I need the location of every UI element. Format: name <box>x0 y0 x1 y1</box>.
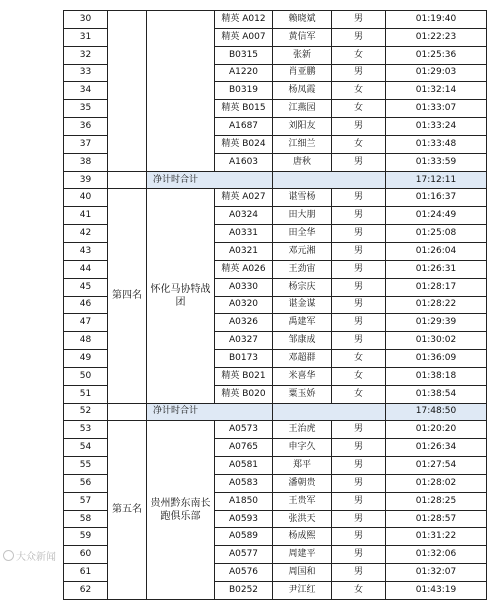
finish-time: 01:32:06 <box>386 546 487 564</box>
finish-time: 01:27:54 <box>386 457 487 475</box>
runner-name: 张新 <box>273 46 332 64</box>
bib-number: A0573 <box>215 421 273 439</box>
subtotal-row <box>64 403 487 421</box>
runner-name: 申字久 <box>273 439 332 457</box>
runner-name: 杨宗庆 <box>273 278 332 296</box>
finish-time: 01:32:14 <box>386 82 487 100</box>
runner-gender: 男 <box>332 11 386 29</box>
finish-time: 01:28:02 <box>386 474 487 492</box>
runner-name: 江燕园 <box>273 100 332 118</box>
row-number: 57 <box>64 492 108 510</box>
row-number: 39 <box>64 171 108 189</box>
bib-number: 精英 A012 <box>215 11 273 29</box>
runner-name: 张洪天 <box>273 510 332 528</box>
runner-gender: 男 <box>332 314 386 332</box>
runner-gender: 男 <box>332 492 386 510</box>
row-number: 30 <box>64 11 108 29</box>
runner-gender: 男 <box>332 510 386 528</box>
finish-time: 01:26:31 <box>386 260 487 278</box>
empty-cell <box>108 171 147 189</box>
runner-name: 赖晓斌 <box>273 11 332 29</box>
bib-number: B0319 <box>215 82 273 100</box>
runner-gender: 女 <box>332 385 386 403</box>
finish-time: 01:28:17 <box>386 278 487 296</box>
team-name: 贵州黔东南长跑俱乐部 <box>150 497 211 523</box>
row-number: 38 <box>64 153 108 171</box>
watermark-logo-icon <box>3 550 14 561</box>
team-name: 怀化马协特战团 <box>150 283 211 308</box>
subtotal-row <box>64 171 487 189</box>
bib-number: A1687 <box>215 118 273 136</box>
subtotal-time: 17:48:50 <box>386 403 487 421</box>
row-number: 36 <box>64 118 108 136</box>
runner-name: 田大朋 <box>273 207 332 225</box>
runner-name: 肖亚鹏 <box>273 64 332 82</box>
row-number: 31 <box>64 28 108 46</box>
bib-number: B0315 <box>215 46 273 64</box>
bib-number: 精英 A026 <box>215 260 273 278</box>
row-number: 41 <box>64 207 108 225</box>
runner-gender: 男 <box>332 189 386 207</box>
bib-number: A1220 <box>215 64 273 82</box>
runner-name: 周建平 <box>273 546 332 564</box>
row-number: 51 <box>64 385 108 403</box>
finish-time: 01:16:37 <box>386 189 487 207</box>
row-number: 53 <box>64 421 108 439</box>
runner-name: 粟玉娇 <box>273 385 332 403</box>
bib-number: A0330 <box>215 278 273 296</box>
bib-number: 精英 B015 <box>215 100 273 118</box>
bib-number: A0593 <box>215 510 273 528</box>
row-number: 42 <box>64 225 108 243</box>
runner-gender: 女 <box>332 350 386 368</box>
row-number: 56 <box>64 474 108 492</box>
runner-gender: 男 <box>332 546 386 564</box>
results-table <box>63 10 487 600</box>
row-number: 40 <box>64 189 108 207</box>
row-number: 50 <box>64 367 108 385</box>
runner-gender: 男 <box>332 225 386 243</box>
runner-name: 杨成熙 <box>273 528 332 546</box>
finish-time: 01:29:03 <box>386 64 487 82</box>
bib-number: A0583 <box>215 474 273 492</box>
runner-gender: 男 <box>332 118 386 136</box>
subtotal-label: 净计时合计 <box>147 171 273 189</box>
team-rank: 第五名 <box>112 504 142 516</box>
team-rank: 第四名 <box>112 290 142 301</box>
row-number: 45 <box>64 278 108 296</box>
finish-time: 01:30:02 <box>386 332 487 350</box>
bib-number: A0576 <box>215 564 273 582</box>
finish-time: 01:19:40 <box>386 11 487 29</box>
row-number: 52 <box>64 403 108 421</box>
bib-number: A0581 <box>215 457 273 475</box>
bib-number: 精英 B024 <box>215 135 273 153</box>
finish-time: 01:36:09 <box>386 350 487 368</box>
runner-name: 周国和 <box>273 564 332 582</box>
finish-time: 01:26:34 <box>386 439 487 457</box>
table-row <box>64 189 487 207</box>
bib-number: A0324 <box>215 207 273 225</box>
finish-time: 01:22:23 <box>386 28 487 46</box>
finish-time: 01:32:07 <box>386 564 487 582</box>
row-number: 47 <box>64 314 108 332</box>
team-rank-cell <box>108 11 147 172</box>
team-name-cell <box>147 189 215 403</box>
row-number: 55 <box>64 457 108 475</box>
finish-time: 01:43:19 <box>386 582 487 600</box>
runner-gender: 男 <box>332 457 386 475</box>
finish-time: 01:33:24 <box>386 118 487 136</box>
row-number: 46 <box>64 296 108 314</box>
bib-number: A1850 <box>215 492 273 510</box>
row-number: 32 <box>64 46 108 64</box>
bib-number: A0326 <box>215 314 273 332</box>
finish-time: 01:28:25 <box>386 492 487 510</box>
runner-gender: 男 <box>332 332 386 350</box>
runner-name: 黄信军 <box>273 28 332 46</box>
subtotal-spacer <box>273 171 386 189</box>
runner-name: 禹建军 <box>273 314 332 332</box>
runner-gender: 男 <box>332 242 386 260</box>
runner-name: 谌金谋 <box>273 296 332 314</box>
runner-name: 江细兰 <box>273 135 332 153</box>
row-number: 58 <box>64 510 108 528</box>
runner-gender: 女 <box>332 135 386 153</box>
finish-time: 01:20:20 <box>386 421 487 439</box>
bib-number: A0589 <box>215 528 273 546</box>
subtotal-time: 17:12:11 <box>386 171 487 189</box>
bib-number: 精英 A027 <box>215 189 273 207</box>
runner-name: 杨凤霞 <box>273 82 332 100</box>
watermark-text: 大众新闻 <box>16 552 56 563</box>
runner-name: 郑平 <box>273 457 332 475</box>
row-number: 61 <box>64 564 108 582</box>
runner-gender: 男 <box>332 528 386 546</box>
finish-time: 01:33:48 <box>386 135 487 153</box>
bib-number: A0331 <box>215 225 273 243</box>
subtotal-spacer <box>273 403 386 421</box>
runner-gender: 男 <box>332 474 386 492</box>
row-number: 48 <box>64 332 108 350</box>
runner-gender: 男 <box>332 278 386 296</box>
runner-gender: 女 <box>332 367 386 385</box>
runner-name: 王贵军 <box>273 492 332 510</box>
bib-number: 精英 B020 <box>215 385 273 403</box>
runner-gender: 男 <box>332 260 386 278</box>
finish-time: 01:28:22 <box>386 296 487 314</box>
runner-gender: 男 <box>332 153 386 171</box>
results-table-body <box>64 11 487 600</box>
runner-name: 谌雪杨 <box>273 189 332 207</box>
runner-gender: 男 <box>332 296 386 314</box>
bib-number: A0327 <box>215 332 273 350</box>
runner-name: 刘阳友 <box>273 118 332 136</box>
row-number: 37 <box>64 135 108 153</box>
finish-time: 01:25:08 <box>386 225 487 243</box>
row-number: 44 <box>64 260 108 278</box>
finish-time: 01:29:39 <box>386 314 487 332</box>
row-number: 33 <box>64 64 108 82</box>
team-rank-cell <box>108 189 147 403</box>
bib-number: A0577 <box>215 546 273 564</box>
runner-name: 王治虎 <box>273 421 332 439</box>
runner-gender: 女 <box>332 82 386 100</box>
runner-gender: 男 <box>332 28 386 46</box>
row-number: 62 <box>64 582 108 600</box>
row-number: 60 <box>64 546 108 564</box>
bib-number: A0320 <box>215 296 273 314</box>
runner-gender: 女 <box>332 46 386 64</box>
watermark <box>3 548 56 563</box>
runner-gender: 男 <box>332 64 386 82</box>
runner-name: 邹康成 <box>273 332 332 350</box>
finish-time: 01:38:54 <box>386 385 487 403</box>
empty-cell <box>108 403 147 421</box>
runner-gender: 男 <box>332 564 386 582</box>
runner-gender: 女 <box>332 100 386 118</box>
row-number: 49 <box>64 350 108 368</box>
table-row <box>64 11 487 29</box>
row-number: 35 <box>64 100 108 118</box>
subtotal-label: 净计时合计 <box>147 403 273 421</box>
team-name-cell <box>147 421 215 599</box>
team-rank-cell <box>108 421 147 599</box>
runner-name: 邓元湘 <box>273 242 332 260</box>
runner-name: 田全华 <box>273 225 332 243</box>
bib-number: B0173 <box>215 350 273 368</box>
row-number: 59 <box>64 528 108 546</box>
finish-time: 01:33:07 <box>386 100 487 118</box>
bib-number: A1603 <box>215 153 273 171</box>
table-row <box>64 421 487 439</box>
row-number: 43 <box>64 242 108 260</box>
finish-time: 01:26:04 <box>386 242 487 260</box>
finish-time: 01:28:57 <box>386 510 487 528</box>
finish-time: 01:25:36 <box>386 46 487 64</box>
row-number: 54 <box>64 439 108 457</box>
runner-gender: 男 <box>332 207 386 225</box>
runner-gender: 男 <box>332 421 386 439</box>
runner-name: 米喜华 <box>273 367 332 385</box>
bib-number: A0765 <box>215 439 273 457</box>
finish-time: 01:24:49 <box>386 207 487 225</box>
runner-name: 尹江红 <box>273 582 332 600</box>
bib-number: 精英 B021 <box>215 367 273 385</box>
runner-name: 潘朝贵 <box>273 474 332 492</box>
row-number: 34 <box>64 82 108 100</box>
runner-gender: 女 <box>332 582 386 600</box>
bib-number: A0321 <box>215 242 273 260</box>
runner-name: 邓超群 <box>273 350 332 368</box>
runner-name: 王劲宙 <box>273 260 332 278</box>
runner-gender: 男 <box>332 439 386 457</box>
bib-number: B0252 <box>215 582 273 600</box>
team-name-cell <box>147 11 215 172</box>
finish-time: 01:31:22 <box>386 528 487 546</box>
finish-time: 01:33:59 <box>386 153 487 171</box>
bib-number: 精英 A007 <box>215 28 273 46</box>
finish-time: 01:38:18 <box>386 367 487 385</box>
runner-name: 唐秋 <box>273 153 332 171</box>
